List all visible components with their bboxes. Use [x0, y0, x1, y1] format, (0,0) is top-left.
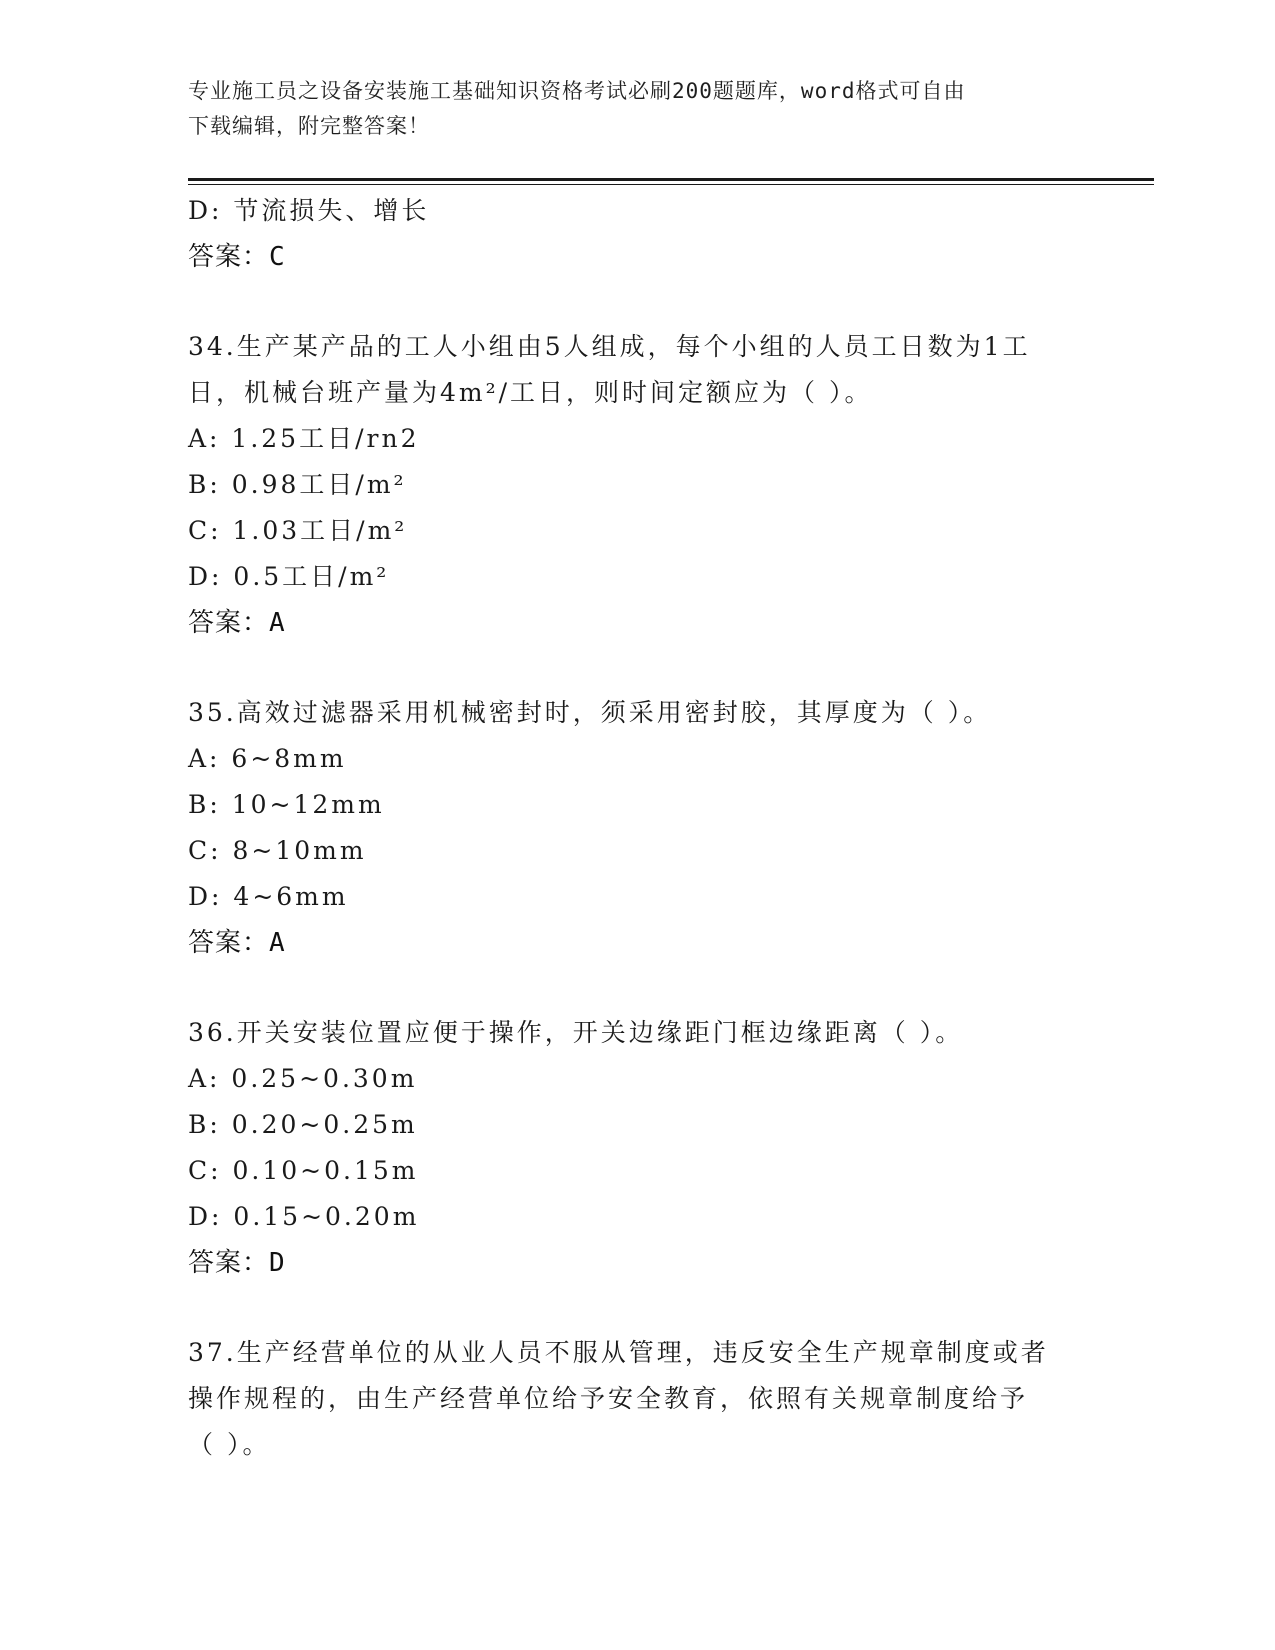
- question-36: [188, 1010, 1088, 1286]
- option-a: A: 1.25工日/rn2: [188, 424, 420, 453]
- question-33-tail: [188, 188, 1088, 280]
- answer-line: 答案：A: [188, 928, 286, 958]
- question-text-line-1: 36.开关安装位置应便于操作，开关边缘距门框边缘距离（ ）。: [188, 1018, 964, 1047]
- answer-line: 答案：A: [188, 608, 286, 638]
- answer-line: 答案：C: [188, 242, 286, 272]
- question-text-line-2: 日，机械台班产量为4m²/工日，则时间定额应为（ ）。: [188, 378, 873, 407]
- header-line-2: 下载编辑，附完整答案！: [188, 114, 430, 138]
- question-text-line-2: 操作规程的，由生产经营单位给予安全教育，依照有关规章制度给予: [188, 1384, 1029, 1413]
- question-text-line-1: 35.高效过滤器采用机械密封时，须采用密封胶，其厚度为（ ）。: [188, 698, 992, 727]
- option-d: D: 4~6mm: [188, 882, 349, 911]
- option-a: A: 6~8mm: [188, 744, 347, 773]
- option-b: B: 0.20~0.25m: [188, 1110, 418, 1139]
- option-c: C: 8~10mm: [188, 836, 367, 865]
- option-c: C: 1.03工日/m²: [188, 516, 408, 545]
- header-divider-thin: [188, 184, 1154, 185]
- option-a: A: 0.25~0.30m: [188, 1064, 418, 1093]
- question-text-line-1: 34.生产某产品的工人小组由5人组成，每个小组的人员工日数为1工: [188, 332, 1031, 361]
- question-text-line-3: （ ）。: [188, 1430, 271, 1459]
- question-text: [188, 1330, 1088, 1468]
- question-35: [188, 690, 1088, 966]
- header-divider-thick: [188, 178, 1154, 181]
- option-d: D: 节流损失、增长: [188, 196, 430, 225]
- option-d: D: 0.5工日/m²: [188, 562, 390, 591]
- question-text: [188, 1010, 1088, 1056]
- option-c: C: 0.10~0.15m: [188, 1156, 419, 1185]
- question-34: [188, 324, 1088, 646]
- option-b: B: 0.98工日/m²: [188, 470, 407, 499]
- question-37: [188, 1330, 1088, 1468]
- option-b: B: 10~12mm: [188, 790, 385, 819]
- question-text: [188, 324, 1088, 416]
- document-header: [188, 74, 1088, 144]
- answer-line: 答案：D: [188, 1248, 286, 1278]
- question-text: [188, 690, 1088, 736]
- document-body: [188, 188, 1088, 1468]
- header-line-1: 专业施工员之设备安装施工基础知识资格考试必刷200题题库，word格式可自由: [188, 79, 966, 103]
- question-text-line-1: 37.生产经营单位的从业人员不服从管理，违反安全生产规章制度或者: [188, 1338, 1049, 1367]
- option-d: D: 0.15~0.20m: [188, 1202, 420, 1231]
